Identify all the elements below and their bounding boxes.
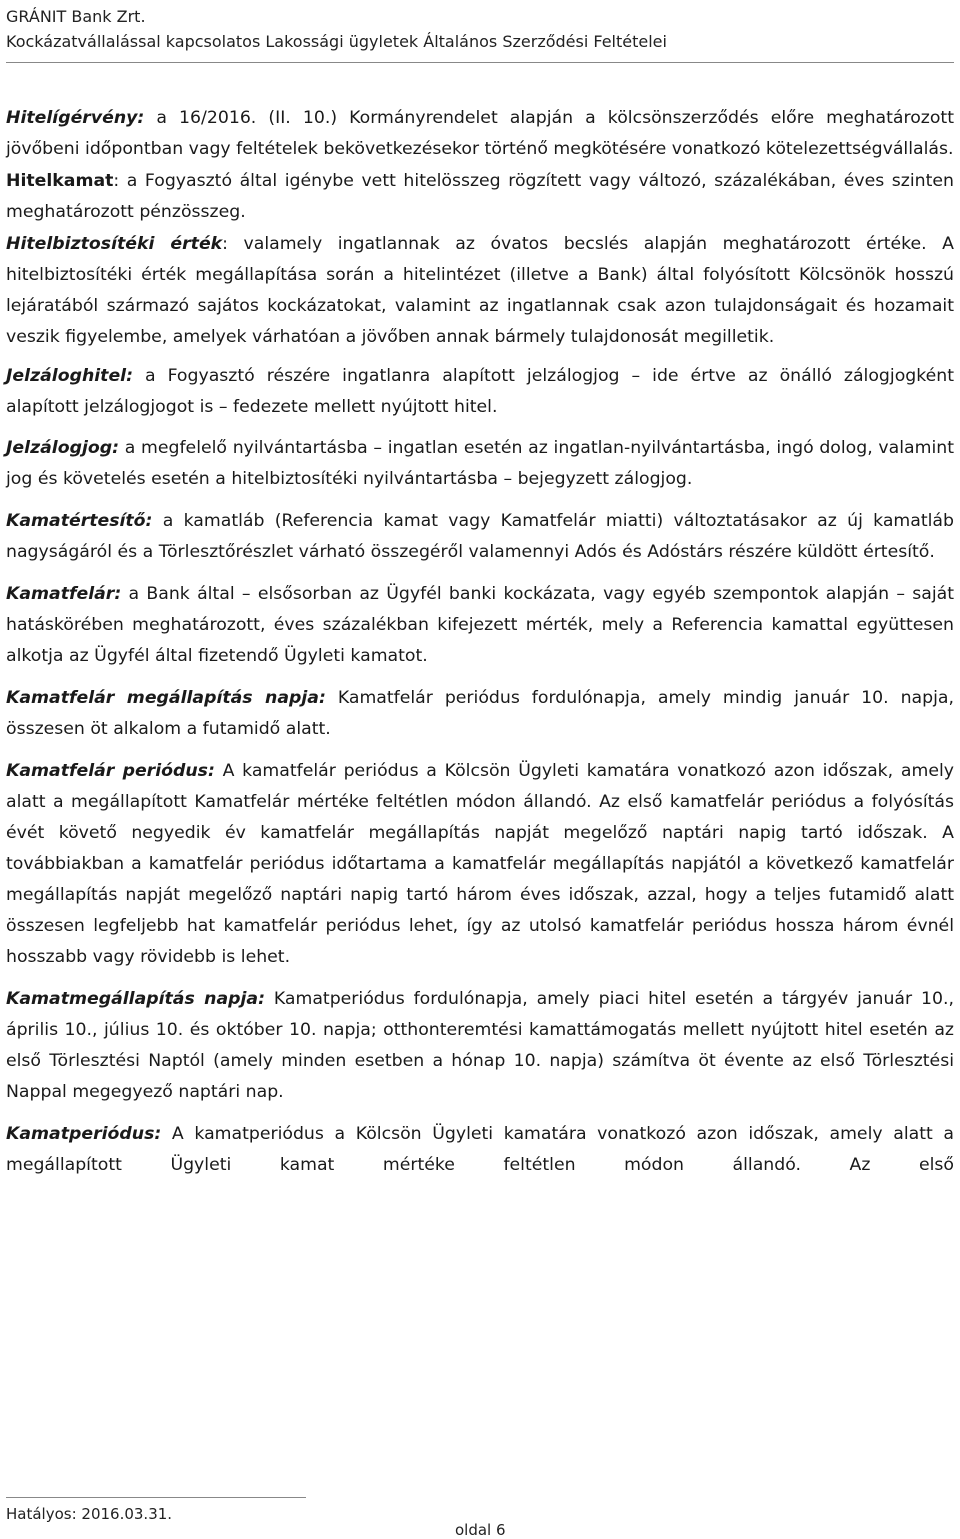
definition-text: a megfelelő nyilvántartásba – ingatlan esetén az ingatlan-nyilvántartásba, ingó dolog, valamint jog és követelés esetén a hitelbiztosítéki nyilvántartásba – bejegyzett zálogjog. [6, 438, 954, 489]
bank-name: GRÁNIT Bank Zrt. [6, 7, 146, 26]
page-header [6, 4, 667, 54]
definition-jelzalogjog [6, 433, 954, 495]
definition-kamatfelar-megallapitas-napja [6, 683, 954, 745]
definition-jelzaloghitel [6, 361, 954, 423]
definition-term: Hitelkamat [6, 171, 114, 191]
document-body [6, 103, 954, 1181]
definition-hiteligerveny [6, 103, 954, 165]
definition-text: a 16/2016. (II. 10.) Kormányrendelet alapján a kölcsönszerződés előre meghatározott jövőbeni időpontban vagy feltételek bekövetkezésekor történő megkötésére vonatkozó kötelezettségvállalás. [6, 108, 954, 159]
definition-kamatfelar [6, 579, 954, 672]
definition-term: Kamatértesítő: [6, 511, 153, 531]
page-number: oldal 6 [455, 1521, 506, 1539]
header-divider [6, 62, 954, 63]
definition-kamatperiodus [6, 1119, 954, 1181]
footer-divider [6, 1497, 306, 1498]
definition-text: : valamely ingatlannak az óvatos becslés alapján meghatározott értéke. A hitelbiztosítéki érték megállapítása során a hitelintézet (illetve a Bank) által folyósított Kölcsönök hosszú lejáratából származó sajátos kockázatokat, valamint az ingatlannak csak azon tulajdonságait és hozamait veszik figyelembe, amelyek várhatóan a jövőben annak bármely tulajdonosát megilletik. [6, 234, 954, 347]
definition-term: Hitelígérvény: [6, 108, 145, 128]
definition-text: a Bank által – elsősorban az Ügyfél banki kockázata, vagy egyéb szempontok alapján – saját hatáskörében meghatározott, éves százalékban kifejezett mérték, mely a Referencia kamattal együttesen alkotja az Ügyfél által fizetendő Ügyleti kamatot. [6, 584, 954, 666]
definition-kamatertesito [6, 506, 954, 568]
definition-kamatmegallapitas-napja [6, 984, 954, 1108]
definition-term: Jelzálogjog: [6, 438, 120, 458]
definition-text: a Fogyasztó részére ingatlanra alapított jelzálogjog – ide értve az önálló zálogjogként alapított jelzálogjogot is – fedezete mellett nyújtott hitel. [6, 366, 954, 417]
definition-term: Kamatperiódus: [6, 1124, 162, 1144]
definition-kamatfelar-periodus [6, 756, 954, 973]
definition-text: A kamatfelár periódus a Kölcsön Ügyleti kamatára vonatkozó azon időszak, amely alatt a megállapított Kamatfelár mértéke feltétlen módon állandó. Az első kamatfelár periódus a folyósítás évét követő negyedik év kamatfelár megállapítás napját megelőző naptári napig tartó időszak. A továbbiakban a kamatfelár periódus időtartama a kamatfelár megállapítás napjától a következő kamatfelár megállapítás napját megelőző naptári napig tartó három éves időszak, azzal, hogy a teljes futamidő alatt összesen legfeljebb hat kamatfelár periódus lehet, így az utolsó kamatfelár periódus hossza három évnél hosszabb vagy rövidebb is lehet. [6, 761, 954, 967]
definition-term: Hitelbiztosítéki érték [6, 234, 223, 254]
definition-term: Jelzáloghitel: [6, 366, 134, 386]
definition-text: Kamatfelár periódus fordulónapja, amely mindig január 10. napja, összesen öt alkalom a futamidő alatt. [6, 688, 954, 739]
definition-term: Kamatfelár periódus: [6, 761, 215, 781]
effective-date: Hatályos: 2016.03.31. [6, 1505, 173, 1523]
definition-term: Kamatmegállapítás napja: [6, 989, 265, 1009]
definition-term: Kamatfelár megállapítás napja: [6, 688, 326, 708]
definition-term: Kamatfelár: [6, 584, 122, 604]
definition-hitelbiztositeki-ertek [6, 229, 954, 353]
document-title: Kockázatvállalással kapcsolatos Lakossági ügyletek Általános Szerződési Feltételei [6, 32, 667, 51]
definition-text: : a Fogyasztó által igénybe vett hitelösszeg rögzített vagy változó, százalékában, éves szinten meghatározott pénzösszeg. [6, 171, 954, 222]
definition-text: A kamatperiódus a Kölcsön Ügyleti kamatára vonatkozó azon időszak, amely alatt a megállapított Ügyleti kamat mértéke feltétlen módon állandó. Az első [6, 1124, 954, 1175]
definition-text: a kamatláb (Referencia kamat vagy Kamatfelár miatti) változtatásakor az új kamatláb nagyságáról és a Törlesztőrészlet várható összegéről valamennyi Adós és Adóstárs részére küldött értesítő. [6, 511, 954, 562]
definition-text: Kamatperiódus fordulónapja, amely piaci hitel esetén a tárgyév január 10., április 10., július 10. és október 10. napja; otthonteremtési kamattámogatás mellett nyújtott hitel esetén az első Törlesztési Naptól (amely minden esetben a hónap 10. napja) számítva öt évente az első Törlesztési Nappal megegyező naptári nap. [6, 989, 954, 1102]
definition-hitelkamat [6, 166, 954, 228]
